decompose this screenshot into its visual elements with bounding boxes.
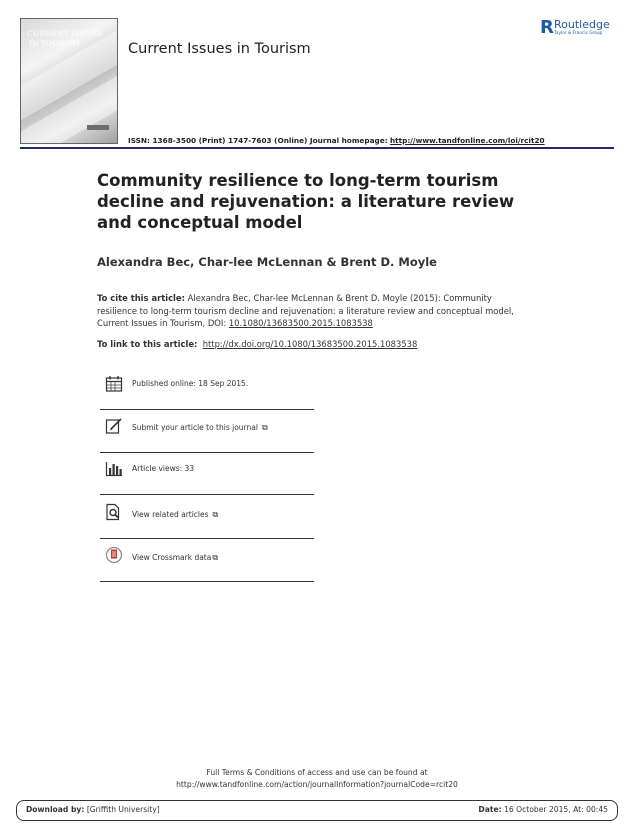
date-label: Date: xyxy=(478,805,502,814)
row-divider xyxy=(100,581,314,582)
cite-label: To cite this article: xyxy=(97,293,185,303)
calendar-icon xyxy=(105,375,123,393)
cite-text: Alexandra Bec, Char-lee McLennan & Brent D. Moyle (2015): Community resilience to long-term tourism decline and rejuvenation: a literature review and conceptual model, Current Issues in Tourism, DOI: xyxy=(97,293,514,328)
publisher-name: Routledge xyxy=(554,18,610,31)
terms-line1: Full Terms & Conditions of access and use can be found at xyxy=(206,768,428,777)
terms-notice xyxy=(0,767,634,790)
date-value: 16 October 2015, At: 00:45 xyxy=(504,805,608,814)
download-label: Download by: xyxy=(26,805,85,814)
published-online-text: Published online: 18 Sep 2015. xyxy=(132,379,249,388)
cover-title-line1: CURRENT ISSUES xyxy=(27,29,103,38)
article-link-line xyxy=(97,339,417,349)
routledge-r-icon: R xyxy=(540,17,554,38)
download-info-box xyxy=(16,800,618,821)
external-link-icon: ⧉ xyxy=(261,423,268,432)
submit-article-row[interactable] xyxy=(100,417,314,445)
submit-article-text[interactable]: Submit your article to this journal xyxy=(132,423,258,432)
article-views-text: Article views: 33 xyxy=(132,464,195,473)
publisher-subtitle: Taylor & Francis Group xyxy=(554,31,603,36)
article-doi-url[interactable]: http://dx.doi.org/10.1080/13683500.2015.1083538 xyxy=(202,339,418,349)
crossmark-row[interactable] xyxy=(100,546,314,574)
header-divider xyxy=(20,147,614,149)
external-link-icon: ⧉ xyxy=(212,553,219,562)
journal-homepage-link[interactable]: http://www.tandfonline.com/loi/rcit20 xyxy=(389,136,545,145)
published-online-row xyxy=(100,375,314,403)
download-date xyxy=(478,805,608,814)
external-link-icon: ⧉ xyxy=(212,510,219,519)
related-articles-text[interactable]: View related articles xyxy=(132,510,209,519)
terms-url[interactable]: http://www.tandfonline.com/action/journalInformation?journalCode=rcit20 xyxy=(176,779,458,789)
crossmark-icon xyxy=(105,546,123,564)
download-value: [Griffith University] xyxy=(86,805,160,814)
routledge-logo xyxy=(540,18,620,40)
cover-title-line2: IN TOURISM xyxy=(29,39,80,48)
issn-text: ISSN: 1368-3500 (Print) 1747-7603 (Online) Journal homepage: xyxy=(128,136,388,145)
document-search-icon xyxy=(105,503,123,521)
submit-pencil-icon xyxy=(105,417,123,435)
bar-chart-icon xyxy=(105,459,123,477)
article-authors: Alexandra Bec, Char-lee McLennan & Brent D. Moyle xyxy=(97,255,437,269)
article-views-row xyxy=(100,459,314,487)
cover-publisher-mark xyxy=(87,125,109,130)
doi-link[interactable]: 10.1080/13683500.2015.1083538 xyxy=(228,318,373,328)
row-divider xyxy=(100,409,314,410)
download-by xyxy=(26,805,160,814)
journal-cover-image xyxy=(20,18,118,144)
row-divider xyxy=(100,452,314,453)
row-divider xyxy=(100,538,314,539)
row-divider xyxy=(100,494,314,495)
citation-block xyxy=(97,292,527,330)
link-label: To link to this article: xyxy=(97,339,198,349)
issn-line xyxy=(128,136,545,145)
journal-title: Current Issues in Tourism xyxy=(128,41,311,57)
article-title: Community resilience to long-term tourism decline and rejuvenation: a literature review and conceptual model xyxy=(97,171,515,232)
related-articles-row[interactable] xyxy=(100,503,314,531)
crossmark-text[interactable]: View Crossmark data xyxy=(132,553,212,562)
